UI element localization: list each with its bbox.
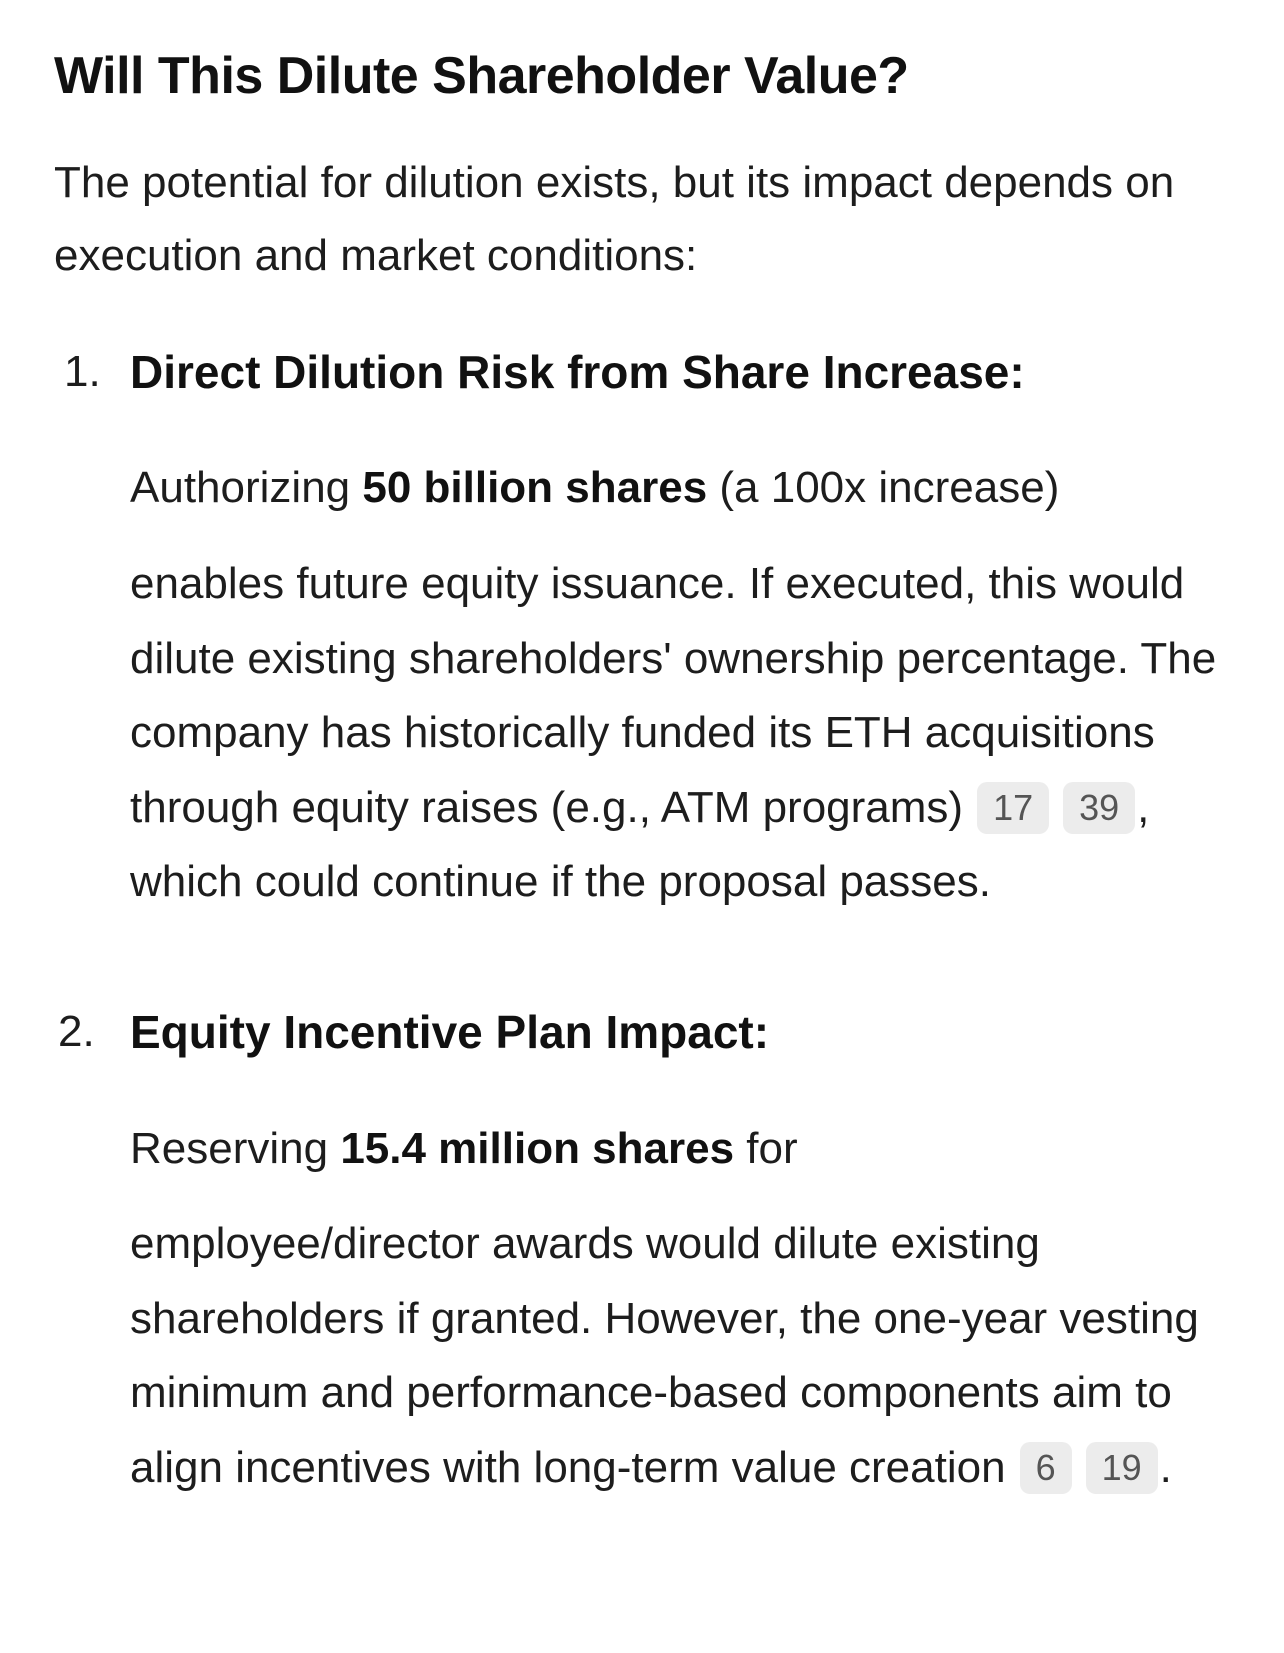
lead-bold-text: 15.4 million shares	[340, 1124, 735, 1173]
list-item-lead-2	[130, 1117, 1230, 1181]
citation-badge[interactable]: 19	[1086, 1442, 1158, 1494]
citation-badge[interactable]: 17	[977, 782, 1049, 834]
body-text: , which could continue if the proposal passes.	[130, 782, 1150, 906]
lead-text: for	[734, 1124, 798, 1173]
lead-text: (a 100x increase)	[707, 463, 1060, 512]
citation-badge[interactable]: 6	[1020, 1442, 1072, 1494]
list-item-body-1	[130, 547, 1230, 920]
list-item-title-1: Direct Dilution Risk from Share Increase:	[130, 346, 1025, 398]
lead-text: Reserving	[130, 1124, 341, 1173]
body-text: enables future equity issuance. If executed, this would dilute existing shareholders' ownership percentage. The company has historically funded its ETH acquisitions through equity raises (e.g., ATM programs)	[130, 559, 1217, 832]
list-number-2: 2.	[58, 1007, 95, 1056]
lead-bold-text: 50 billion shares	[362, 463, 708, 512]
list-item-body-2	[130, 1207, 1230, 1505]
list-item-title-2: Equity Incentive Plan Impact:	[130, 1006, 770, 1058]
intro-paragraph: The potential for dilution exists, but its impact depends on execution and market conditions:	[54, 158, 1175, 280]
list-item-lead-1	[130, 456, 1230, 520]
lead-text: Authorizing	[130, 463, 363, 512]
list-number-1: 1.	[64, 347, 101, 396]
body-text: employee/director awards would dilute existing shareholders if granted. However, the one-year vesting minimum and performance-based components aim to align incentives with long-term value creation	[130, 1219, 1199, 1492]
body-text: .	[1159, 1442, 1172, 1492]
citation-badge[interactable]: 39	[1063, 782, 1135, 834]
section-heading: Will This Dilute Shareholder Value?	[54, 47, 909, 105]
